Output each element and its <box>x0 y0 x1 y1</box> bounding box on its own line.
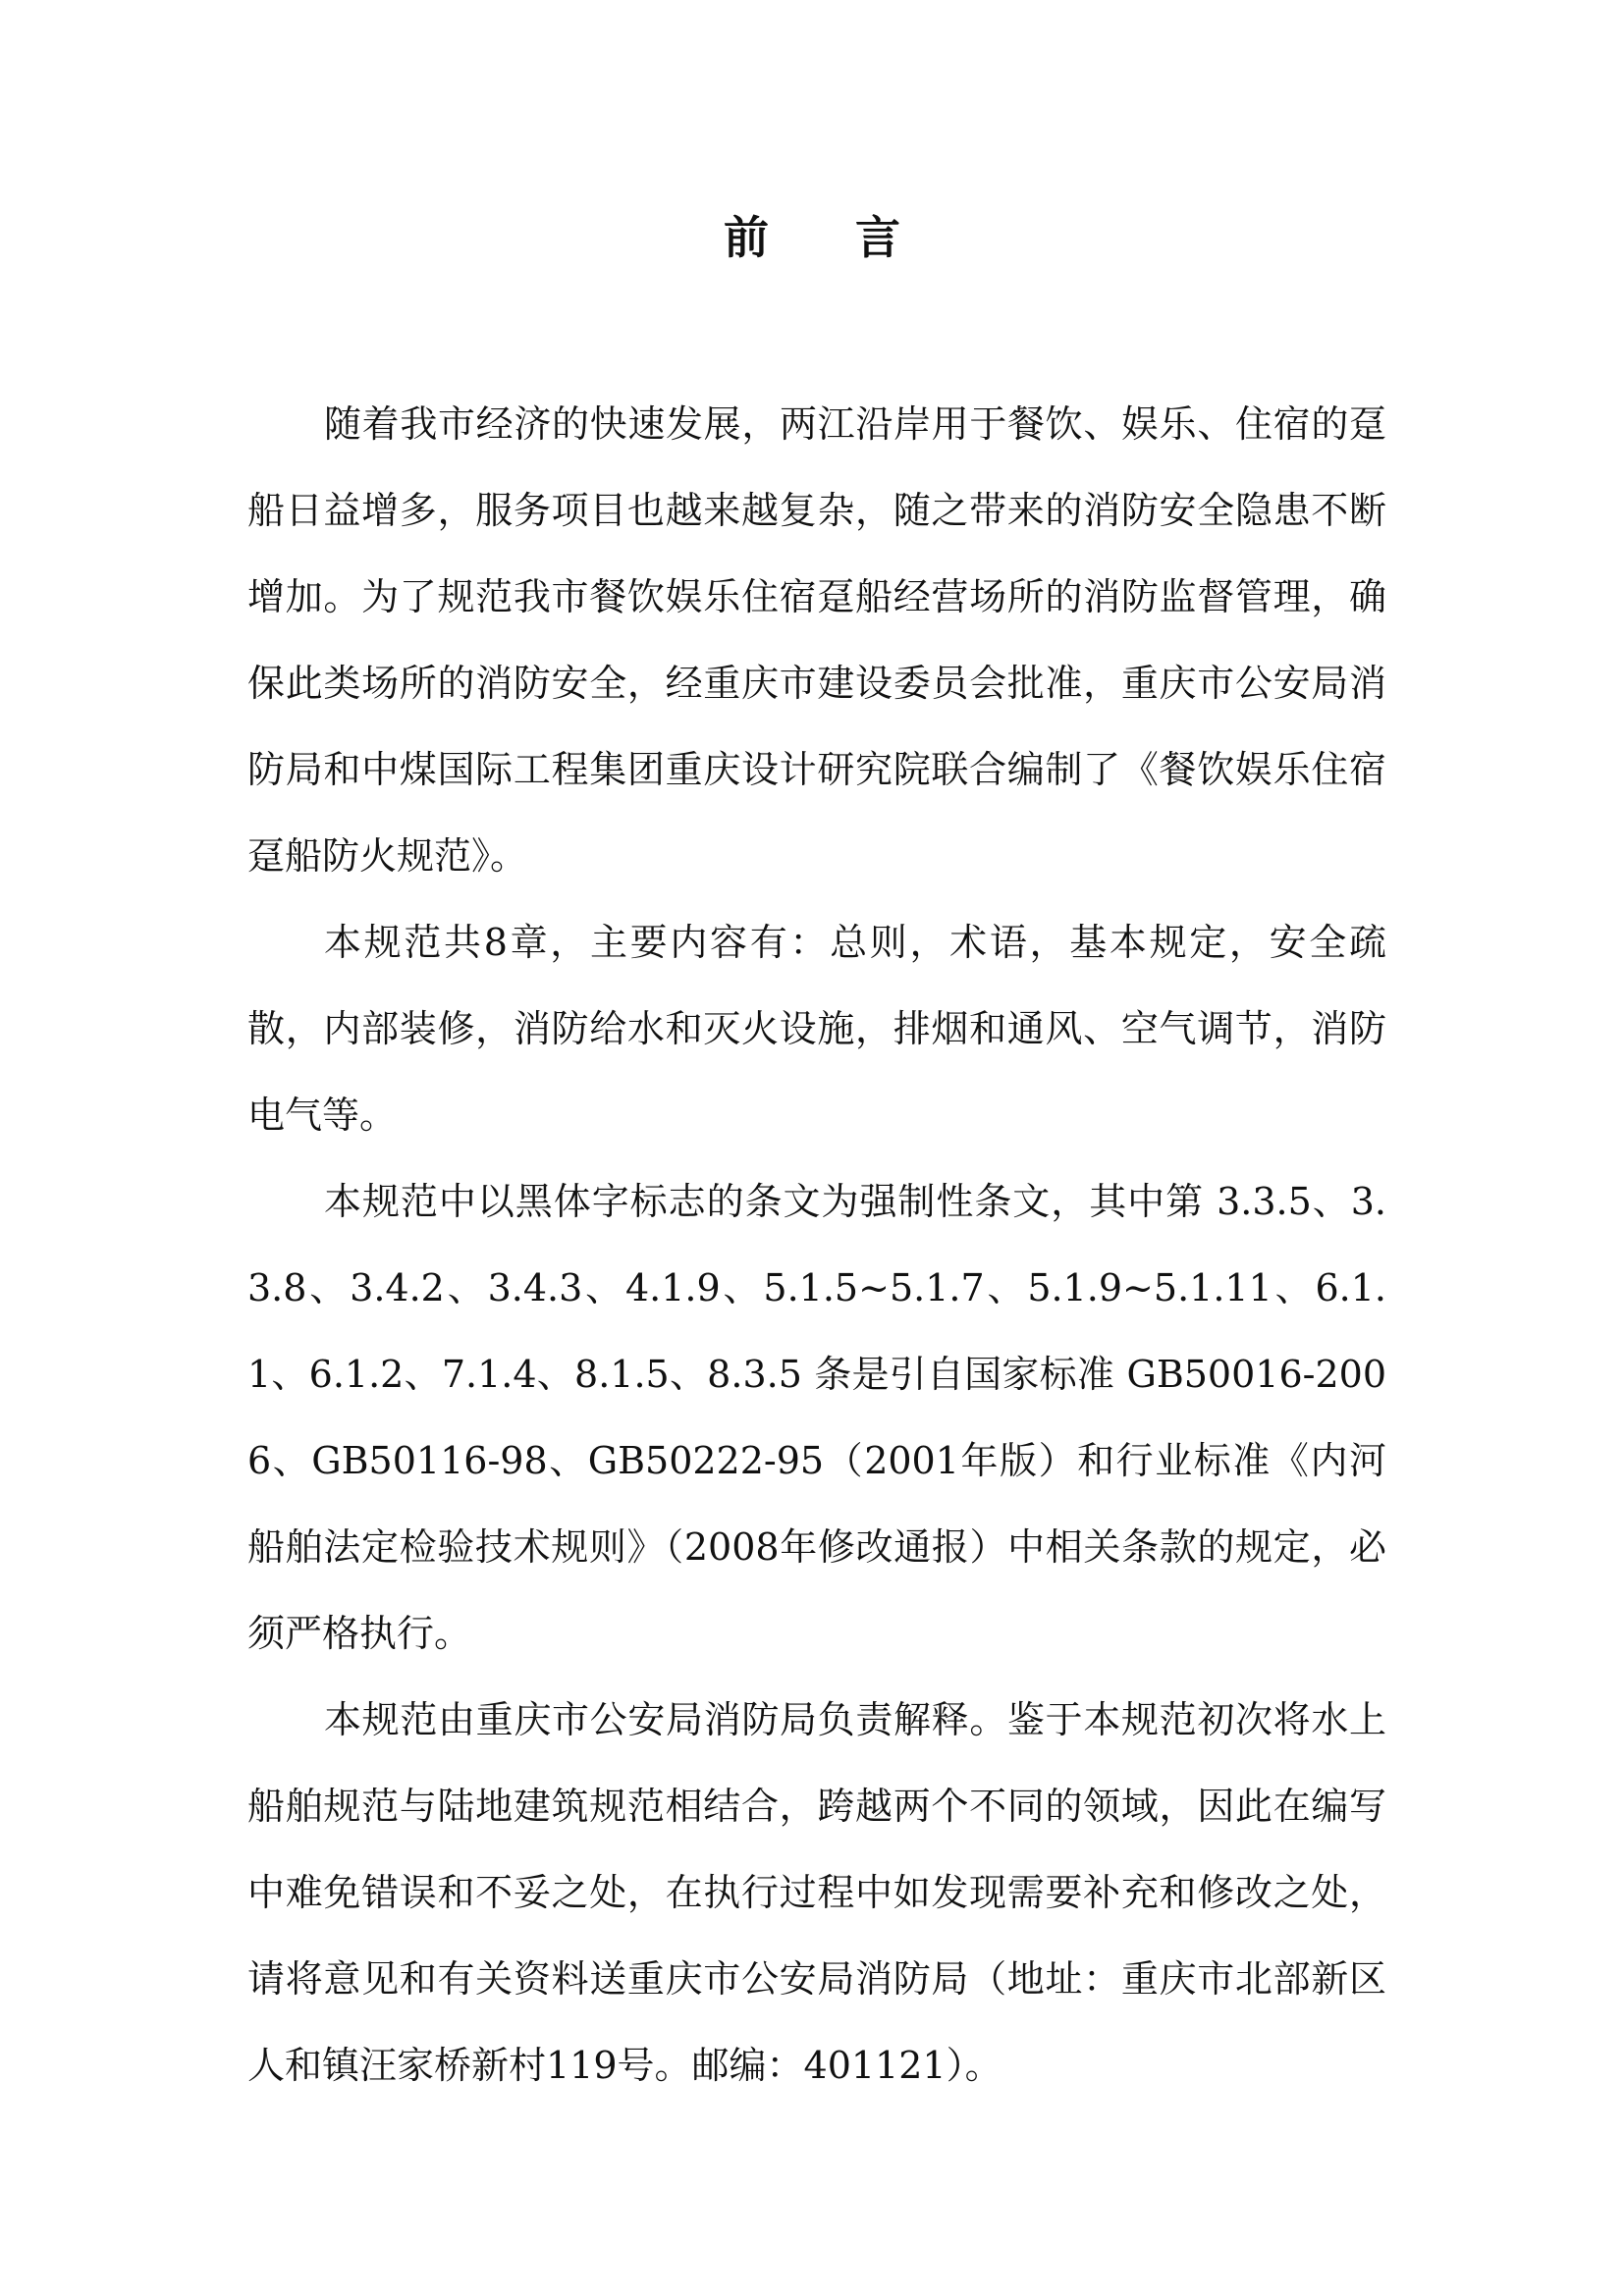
paragraph-mandatory-clauses: 本规范中以黑体字标志的条文为强制性条文，其中第 3.3.5、3.3.8、3.4.2、3.4.3、4.1.9、5.1.5~5.1.7、5.1.9~5.1.11、6.1.1、6.1.2、7.1.4、8.1.5、8.3.5 条是引自国家标准 GB50016-2006、GB50116-98、GB50222-95（2001年版）和行业标准《内河船舶法定检验技术规则》（2008年修改通报）中相关条款的规定，必须严格执行。 <box>247 1180 1386 1655</box>
preface-body <box>247 381 1386 2109</box>
page-title: 前言 <box>724 211 987 264</box>
paragraph-background: 随着我市经济的快速发展，两江沿岸用于餐饮、娱乐、住宿的趸船日益增多，服务项目也越来越复杂，随之带来的消防安全隐患不断增加。为了规范我市餐饮娱乐住宿趸船经营场所的消防监督管理，确保此类场所的消防安全，经重庆市建设委员会批准，重庆市公安局消防局和中煤国际工程集团重庆设计研究院联合编制了《餐饮娱乐住宿趸船防火规范》。 <box>247 402 1386 878</box>
paragraph-interpretation: 本规范由重庆市公安局消防局负责解释。鉴于本规范初次将水上船舶规范与陆地建筑规范相结合，跨越两个不同的领域，因此在编写中难免错误和不妥之处，在执行过程中如发现需要补充和修改之处，请将意见和有关资料送重庆市公安局消防局（地址：重庆市北部新区人和镇汪家桥新村119号。邮编：401121）。 <box>247 1698 1386 2087</box>
paragraph-contents: 本规范共8章，主要内容有：总则，术语，基本规定，安全疏散，内部装修，消防给水和灭火设施，排烟和通风、空气调节，消防电气等。 <box>247 921 1386 1137</box>
